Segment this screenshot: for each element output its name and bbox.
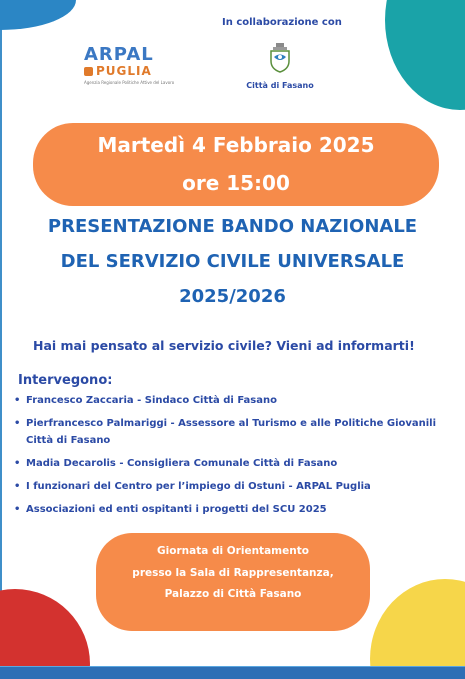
speaker-item — [14, 501, 454, 518]
bullet-icon: • — [14, 418, 21, 429]
speaker-text: Pierfrancesco Palmariggi - Assessore al Turismo e alle Politiche Giovanili Città di Fasano — [26, 418, 437, 446]
speaker-text: I funzionari del Centro per l’impiego di Ostuni - ARPAL Puglia — [26, 481, 371, 492]
speaker-item — [14, 455, 454, 472]
top-left-corner-shape — [0, 0, 76, 30]
top-right-corner-shape — [385, 0, 465, 110]
arpal-logo-top: ARPAL — [84, 44, 154, 65]
event-date: Martedì 4 Febbraio 2025 — [97, 133, 375, 157]
speaker-text: Francesco Zaccaria - Sindaco Città di Fasano — [26, 395, 277, 406]
bullet-icon: • — [14, 481, 21, 492]
arpal-mark-icon — [84, 67, 93, 76]
question-text: Hai mai pensato al servizio civile? Vieni ad informarti! — [33, 338, 415, 353]
location-line-2: presso la Sala di Rappresentanza, — [132, 567, 334, 579]
speakers-list — [14, 392, 454, 524]
bullet-icon: • — [14, 504, 21, 515]
speaker-text: Associazioni ed enti ospitanti i progetti del SCU 2025 — [26, 504, 327, 515]
bullet-icon: • — [14, 395, 21, 406]
bullet-icon: • — [14, 458, 21, 469]
fasano-name: Città di Fasano — [246, 81, 314, 90]
collaboration-label: In collaborazione con — [222, 17, 342, 28]
arpal-logo — [84, 46, 180, 85]
event-time: ore 15:00 — [182, 171, 290, 195]
fasano-crest-icon — [268, 43, 292, 73]
speakers-heading: Intervegono: — [18, 373, 113, 388]
title-line-1: PRESENTAZIONE BANDO NAZIONALE — [47, 216, 418, 237]
location-line-1: Giornata di Orientamento — [157, 545, 309, 557]
arpal-logo-puglia: PUGLIA — [96, 64, 152, 78]
title-line-3: 2025/2026 — [179, 286, 286, 307]
fasano-logo — [238, 43, 322, 90]
speaker-item — [14, 478, 454, 495]
arpal-logo-subtitle: Agenzia Regionale Politiche Attive del Lavoro — [84, 80, 175, 85]
bottom-right-corner-shape — [370, 579, 465, 679]
speaker-item — [14, 392, 454, 409]
date-time-banner — [33, 123, 439, 206]
location-banner — [96, 533, 370, 631]
title-line-2: DEL SERVIZIO CIVILE UNIVERSALE — [60, 251, 405, 272]
speaker-text: Madia Decarolis - Consigliera Comunale Città di Fasano — [26, 458, 338, 469]
bottom-bar — [0, 667, 465, 679]
left-edge-line — [0, 0, 2, 679]
location-line-3: Palazzo di Città Fasano — [164, 588, 302, 600]
arpal-logo-bottom-row — [84, 65, 180, 77]
speaker-item — [14, 415, 454, 449]
